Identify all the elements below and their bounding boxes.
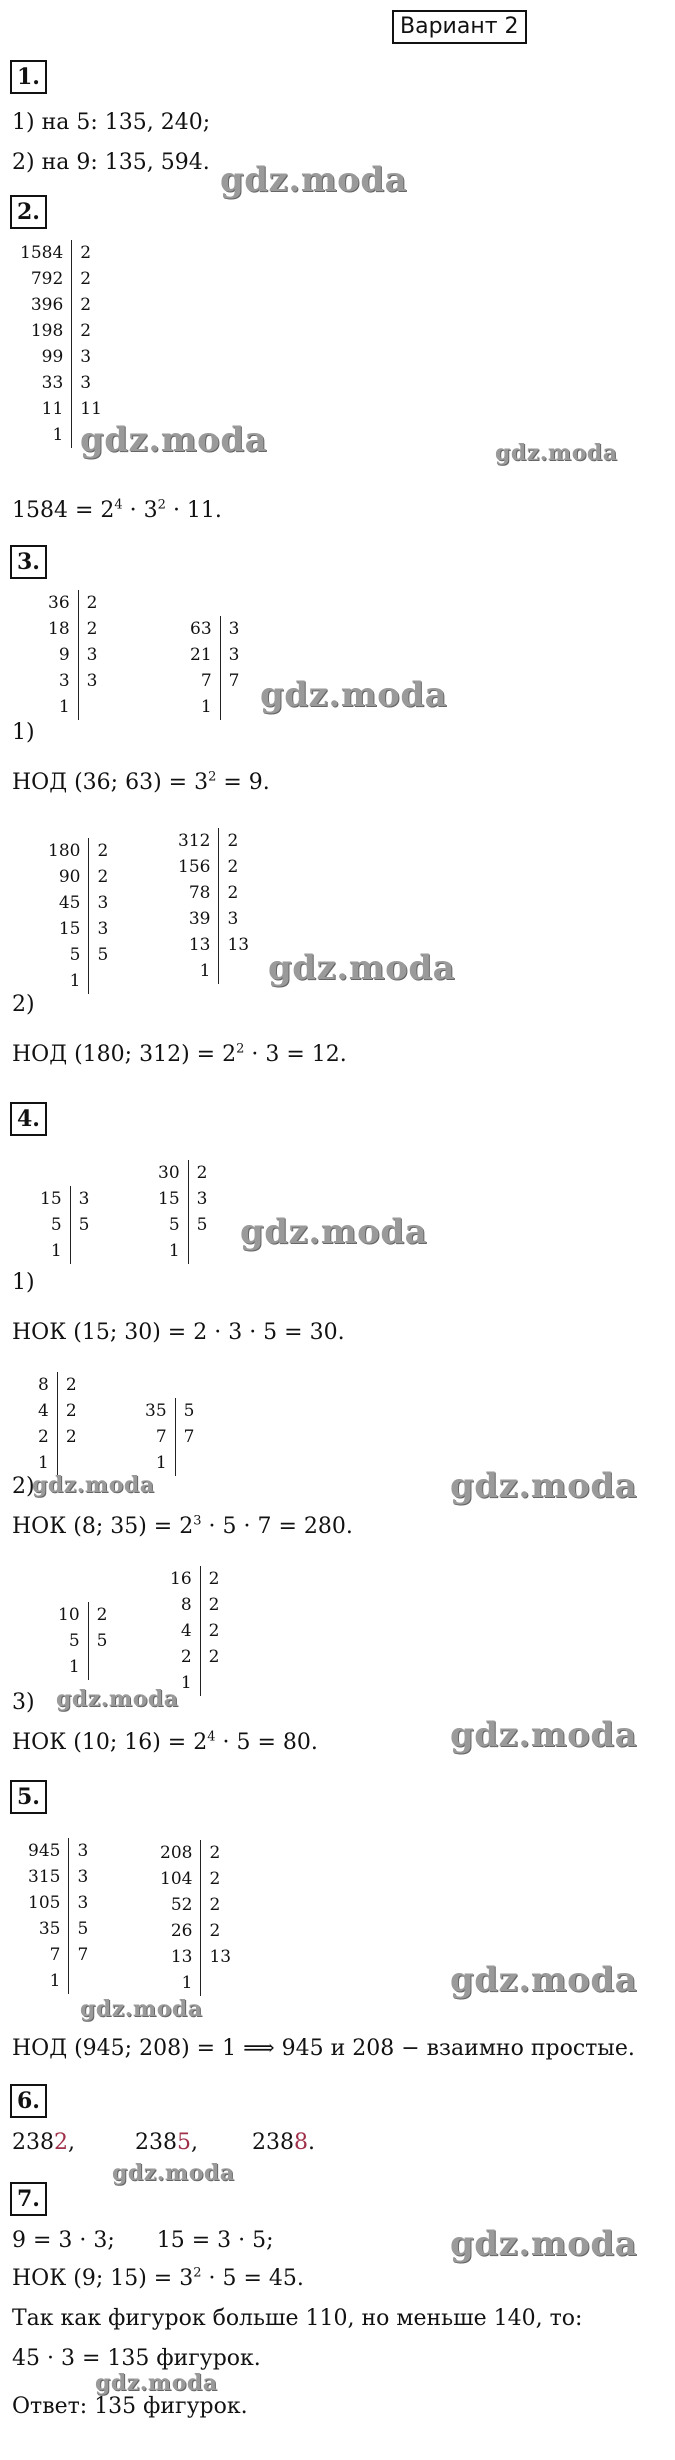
task3-result1-a: НОД (36; 63) = 3 <box>12 770 209 795</box>
factor-divisor <box>97 968 108 994</box>
factor-dividend: 2 <box>180 1647 192 1667</box>
factor-divisor: 2 <box>65 1401 77 1421</box>
task6-n2-comma: , <box>191 2130 198 2155</box>
factor-dividend: 15 <box>158 1189 180 1209</box>
factor-divisor <box>209 1970 231 1996</box>
factor-divisor: 11 <box>80 399 102 419</box>
factor-divisor: 3 <box>78 1189 90 1209</box>
factorization-1584 <box>20 240 102 448</box>
task7-line4: 45 · 3 = 135 фигурок. <box>12 2346 261 2371</box>
factor-divisors <box>201 1566 220 1696</box>
factorization-30 <box>158 1160 207 1264</box>
factor-dividend: 792 <box>30 269 64 289</box>
factor-dividends <box>40 1186 71 1264</box>
factor-divisors <box>89 1602 108 1680</box>
task5-result: НОД (945; 208) = 1 ⟹ 945 и 208 − взаимно простые. <box>12 2036 635 2061</box>
watermark: gdz.moda <box>450 1466 638 1506</box>
factor-dividend: 7 <box>49 1945 61 1965</box>
factor-divisor: 2 <box>80 243 92 263</box>
factor-divisor: 2 <box>209 1869 221 1889</box>
factor-divisor: 2 <box>86 619 98 639</box>
factor-dividend: 1 <box>155 1453 167 1473</box>
task4-label-3: 3) <box>12 1690 35 1715</box>
task-number-2: 2. <box>10 195 47 229</box>
factor-divisor: 3 <box>80 347 92 367</box>
factor-dividend: 1 <box>68 1657 80 1677</box>
factor-divisor <box>197 1238 208 1264</box>
factor-dividends <box>38 1372 58 1476</box>
factor-divisor <box>227 958 249 984</box>
factorization-312 <box>178 828 249 984</box>
task6-number-2 <box>135 2128 198 2158</box>
factor-dividend: 198 <box>30 321 64 341</box>
factor-divisors <box>219 828 249 984</box>
factor-divisor: 2 <box>209 1843 221 1863</box>
factor-dividends <box>48 590 79 720</box>
factor-dividend: 10 <box>58 1605 80 1625</box>
factor-divisor: 5 <box>196 1215 208 1235</box>
task6-n1-base: 238 <box>12 2130 54 2155</box>
factor-dividend: 945 <box>28 1841 61 1861</box>
task3-label-1: 1) <box>12 720 35 745</box>
factor-dividends <box>190 616 221 720</box>
watermark: gdz.moda <box>32 1472 155 1498</box>
watermark: gdz.moda <box>240 1212 428 1252</box>
factor-dividend: 8 <box>38 1375 49 1395</box>
task1-line1 <box>12 108 210 138</box>
task4-result3-exp: 4 <box>207 1729 216 1745</box>
factor-divisor: 13 <box>227 935 250 955</box>
factor-divisor: 2 <box>65 1427 77 1447</box>
factorization-36 <box>48 590 97 720</box>
factor-divisor: 5 <box>78 1215 90 1235</box>
factor-dividend: 1 <box>69 971 81 991</box>
factor-divisor: 3 <box>77 1841 89 1861</box>
task2-result-exp2: 2 <box>157 497 166 513</box>
factor-dividends <box>48 838 89 994</box>
factor-dividend: 5 <box>168 1215 180 1235</box>
factor-divisor: 7 <box>77 1945 89 1965</box>
task6-number-3 <box>252 2128 315 2158</box>
watermark: gdz.moda <box>112 2160 235 2186</box>
watermark: gdz.moda <box>80 1996 203 2022</box>
task2-result-exp1: 4 <box>114 497 123 513</box>
factor-dividend: 78 <box>188 883 211 903</box>
task7-line5: Ответ: 135 фигурок. <box>12 2394 248 2419</box>
factor-dividend: 5 <box>50 1215 62 1235</box>
task2-result-c: · 11. <box>165 498 222 523</box>
factor-dividend: 1 <box>180 1673 192 1693</box>
factor-dividend: 7 <box>155 1427 167 1447</box>
factorization-10 <box>58 1602 107 1680</box>
task7-line3: Так как фигурок больше 110, но меньше 140, то: <box>12 2306 583 2331</box>
factor-dividends <box>178 828 219 984</box>
factor-divisor: 3 <box>196 1189 208 1209</box>
task2-result-a: 1584 = 2 <box>12 498 115 523</box>
task-number-4: 4. <box>10 1102 47 1136</box>
factor-dividend: 1 <box>49 1971 61 1991</box>
task4-result2-exp: 3 <box>193 1513 202 1529</box>
task4-result3-a: НОК (10; 16) = 2 <box>12 1730 208 1755</box>
task6-n1-digit: 2 <box>54 2130 68 2155</box>
factor-divisor: 7 <box>228 671 240 691</box>
factor-divisor <box>87 694 98 720</box>
factor-dividend: 3 <box>58 671 70 691</box>
factor-dividend: 33 <box>41 373 64 393</box>
factor-dividend: 13 <box>170 1947 193 1967</box>
factor-divisor: 7 <box>183 1427 195 1447</box>
task7-line2 <box>12 2264 304 2294</box>
watermark: gdz.moda <box>268 948 456 988</box>
factor-dividends <box>58 1602 89 1680</box>
factor-dividend: 1 <box>199 961 211 981</box>
task1-line2 <box>12 148 210 178</box>
factor-dividend: 9 <box>58 645 70 665</box>
task6-n1-comma: , <box>68 2130 75 2155</box>
factor-divisors <box>189 1160 208 1264</box>
task1-line2-prefix: 2) на 9: <box>12 150 98 175</box>
factor-dividends <box>28 1838 69 1994</box>
factor-divisor: 2 <box>97 867 109 887</box>
factor-divisor: 3 <box>86 645 98 665</box>
factor-divisor: 5 <box>97 945 109 965</box>
watermark: gdz.moda <box>95 2370 218 2396</box>
watermark: gdz.moda <box>450 2224 638 2264</box>
factor-divisor: 5 <box>96 1631 108 1651</box>
task1-line1-prefix: 1) на 5: <box>12 110 98 135</box>
task-number-7: 7. <box>10 2182 47 2216</box>
factorization-208 <box>160 1840 231 1996</box>
task4-result2-a: НОК (8; 35) = 2 <box>12 1514 194 1539</box>
factorization-945 <box>28 1838 88 1994</box>
watermark: gdz.moda <box>450 1960 638 2000</box>
factor-divisor: 3 <box>228 619 240 639</box>
task6-n2-base: 238 <box>135 2130 177 2155</box>
task-number-1: 1. <box>10 60 47 94</box>
task6-n3-dot: . <box>308 2130 315 2155</box>
task4-result-3 <box>12 1728 318 1758</box>
factor-dividend: 315 <box>28 1867 61 1887</box>
factorization-35 <box>145 1398 194 1476</box>
factor-dividend: 15 <box>58 919 81 939</box>
factor-divisor: 2 <box>86 593 98 613</box>
factor-divisor <box>97 1654 108 1680</box>
task6-number-1 <box>12 2128 75 2158</box>
task3-result-2 <box>12 1040 347 1070</box>
factor-divisors <box>79 590 98 720</box>
factor-dividend: 1 <box>200 697 212 717</box>
task3-result2-exp: 2 <box>236 1041 245 1057</box>
factor-divisor: 2 <box>80 269 92 289</box>
task4-label-1: 1) <box>12 1270 35 1295</box>
task4-result-1: НОК (15; 30) = 2 · 3 · 5 = 30. <box>12 1320 345 1345</box>
factor-divisor <box>184 1450 195 1476</box>
task4-result2-b: · 5 · 7 = 280. <box>201 1514 353 1539</box>
factor-dividend: 1 <box>58 697 70 717</box>
factor-dividend: 396 <box>30 295 64 315</box>
factor-divisor: 2 <box>209 1895 221 1915</box>
task-number-3: 3. <box>10 545 47 579</box>
task6-n3-base: 238 <box>252 2130 294 2155</box>
factor-dividend: 1 <box>52 425 64 445</box>
factor-divisor: 2 <box>227 831 239 851</box>
factor-dividends <box>160 1840 201 1996</box>
factor-dividend: 5 <box>69 945 81 965</box>
watermark: gdz.moda <box>495 440 618 466</box>
factor-dividend: 2 <box>38 1427 49 1447</box>
task4-label-2: 2) <box>12 1474 35 1499</box>
task3-result2-a: НОД (180; 312) = 2 <box>12 1042 237 1067</box>
factor-dividend: 1 <box>38 1453 49 1473</box>
factor-divisor: 3 <box>77 1867 89 1887</box>
factor-divisor: 3 <box>97 919 109 939</box>
factor-divisor <box>77 1968 88 1994</box>
factor-dividend: 99 <box>41 347 64 367</box>
factor-divisor: 2 <box>96 1605 108 1625</box>
factor-divisor: 2 <box>65 1375 77 1395</box>
factor-divisor: 2 <box>208 1647 220 1667</box>
factor-divisor: 3 <box>228 645 240 665</box>
factor-dividend: 7 <box>200 671 212 691</box>
factor-divisor <box>209 1670 220 1696</box>
factor-dividend: 52 <box>170 1895 193 1915</box>
factor-dividend: 156 <box>178 857 211 877</box>
factor-dividend: 35 <box>145 1401 167 1421</box>
factor-dividend: 4 <box>38 1401 49 1421</box>
factor-divisor: 3 <box>97 893 109 913</box>
factor-divisor: 3 <box>86 671 98 691</box>
watermark: gdz.moda <box>56 1686 179 1712</box>
task3-result-1 <box>12 768 270 798</box>
factorization-8 <box>38 1372 77 1476</box>
factor-dividend: 1584 <box>20 243 64 263</box>
task2-result-b: · 3 <box>122 498 158 523</box>
factor-dividends <box>158 1160 189 1264</box>
factorization-16 <box>170 1566 219 1696</box>
factor-dividend: 35 <box>38 1919 61 1939</box>
factor-dividend: 1 <box>168 1241 180 1261</box>
task1-line2-value: 135, 594. <box>104 150 210 175</box>
factor-divisor: 2 <box>227 883 239 903</box>
factor-divisors <box>71 1186 90 1264</box>
factor-divisor: 3 <box>227 909 239 929</box>
factor-dividends <box>170 1566 201 1696</box>
factor-divisor: 5 <box>183 1401 195 1421</box>
task-number-5: 5. <box>10 1780 47 1814</box>
factor-dividends <box>20 240 72 448</box>
factor-dividend: 39 <box>188 909 211 929</box>
task6-n2-digit: 5 <box>177 2130 191 2155</box>
factor-dividend: 36 <box>48 593 70 613</box>
task7-line1: 9 = 3 · 3; 15 = 3 · 5; <box>12 2228 274 2253</box>
factor-divisors <box>58 1372 77 1476</box>
factor-dividends <box>145 1398 176 1476</box>
watermark: gdz.moda <box>220 160 408 200</box>
factor-divisors <box>69 1838 88 1994</box>
factor-divisors <box>72 240 102 448</box>
factor-divisor: 3 <box>80 373 92 393</box>
task1-line1-value: 135, 240; <box>104 110 211 135</box>
factor-dividend: 45 <box>58 893 81 913</box>
factor-divisor: 2 <box>209 1921 221 1941</box>
factor-divisor: 2 <box>80 295 92 315</box>
factor-divisors <box>176 1398 195 1476</box>
factor-dividend: 104 <box>160 1869 193 1889</box>
factor-dividend: 18 <box>48 619 70 639</box>
task3-result1-b: = 9. <box>216 770 270 795</box>
factor-divisors <box>201 1840 231 1996</box>
factor-dividend: 11 <box>41 399 64 419</box>
factor-divisor <box>229 694 240 720</box>
factor-dividend: 4 <box>180 1621 192 1641</box>
factor-divisors <box>221 616 240 720</box>
factor-dividend: 30 <box>158 1163 180 1183</box>
factor-divisor: 2 <box>80 321 92 341</box>
task7-l2-exp: 2 <box>193 2265 202 2281</box>
factor-dividend: 180 <box>48 841 81 861</box>
factor-dividend: 21 <box>190 645 212 665</box>
factor-dividend: 8 <box>180 1595 192 1615</box>
factor-divisor: 2 <box>208 1569 220 1589</box>
factor-divisor: 2 <box>208 1595 220 1615</box>
factor-dividend: 1 <box>50 1241 62 1261</box>
task3-result1-exp: 2 <box>208 769 217 785</box>
factor-dividend: 312 <box>178 831 211 851</box>
task3-result2-b: · 3 = 12. <box>244 1042 347 1067</box>
factor-dividend: 15 <box>40 1189 62 1209</box>
factor-divisors <box>89 838 108 994</box>
factor-dividend: 105 <box>28 1893 61 1913</box>
factor-divisor <box>79 1238 90 1264</box>
factor-dividend: 5 <box>68 1631 80 1651</box>
task6-n3-digit: 8 <box>294 2130 308 2155</box>
watermark: gdz.moda <box>260 675 448 715</box>
factorization-180 <box>48 838 108 994</box>
task-number-6: 6. <box>10 2084 47 2118</box>
factorization-15 <box>40 1186 89 1264</box>
factor-dividend: 13 <box>188 935 211 955</box>
task2-result <box>12 496 222 526</box>
task7-l2-b: · 5 = 45. <box>201 2266 304 2291</box>
factor-dividend: 63 <box>190 619 212 639</box>
factor-dividend: 90 <box>58 867 81 887</box>
factor-dividend: 16 <box>170 1569 192 1589</box>
factor-dividend: 26 <box>170 1921 193 1941</box>
factor-divisor: 13 <box>209 1947 232 1967</box>
factor-divisor: 2 <box>97 841 109 861</box>
task3-label-2: 2) <box>12 992 35 1017</box>
task7-l2-a: НОК (9; 15) = 3 <box>12 2266 194 2291</box>
factor-divisor: 2 <box>196 1163 208 1183</box>
task4-result3-b: · 5 = 80. <box>215 1730 318 1755</box>
factorization-63 <box>190 616 239 720</box>
watermark: gdz.moda <box>80 420 268 460</box>
factor-divisor: 5 <box>77 1919 89 1939</box>
factor-divisor: 2 <box>208 1621 220 1641</box>
task4-result-2 <box>12 1512 353 1542</box>
factor-divisor: 3 <box>77 1893 89 1913</box>
factor-dividend: 1 <box>181 1973 193 1993</box>
watermark: gdz.moda <box>450 1715 638 1755</box>
variant-label: Вариант 2 <box>392 10 527 44</box>
factor-dividend: 208 <box>160 1843 193 1863</box>
factor-divisor: 2 <box>227 857 239 877</box>
